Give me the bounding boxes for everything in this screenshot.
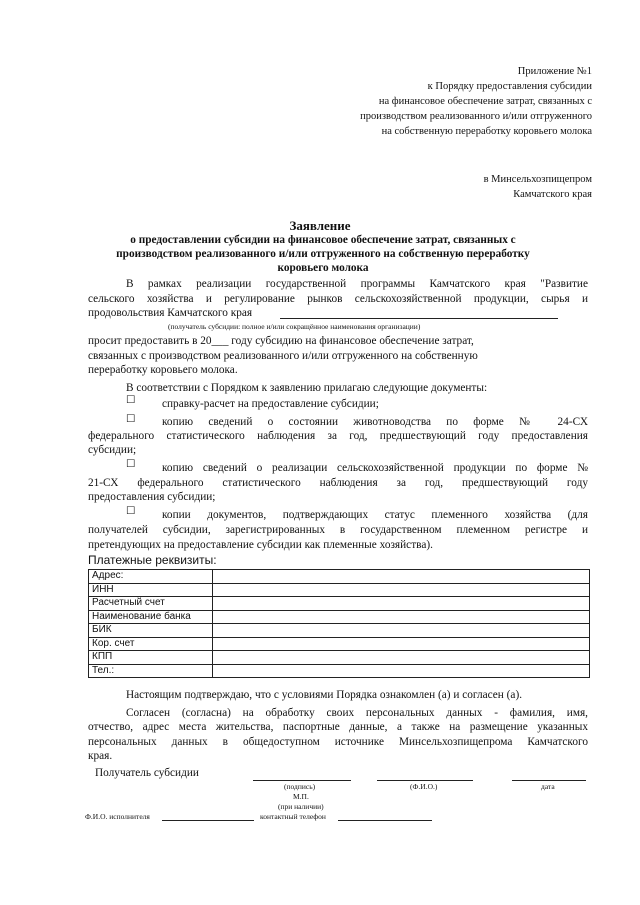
appendix-line: на финансовое обеспечение затрат, связанных с (378, 96, 592, 107)
requisites-table (88, 569, 590, 678)
document-subtitle (88, 233, 558, 275)
recipient-hint: (получатель субсидии: полное и/или сокращённое наименования организации) (168, 322, 421, 331)
date-field[interactable] (512, 780, 586, 781)
checkbox-icon[interactable]: ☐ (126, 506, 136, 517)
addressee-block (484, 172, 592, 202)
signature-hint: (подпись) (284, 782, 316, 791)
intro-line: продовольствия Камчатского края (88, 307, 253, 319)
signature-field[interactable] (253, 780, 351, 781)
appendix-line: к Порядку предоставления субсидии (427, 81, 592, 92)
intro-line: сельского хозяйства и регулирование рынков сельскохозяйственной продукции, сырья и (88, 293, 588, 305)
table-row (89, 597, 590, 611)
requisite-label: Расчетный счет (89, 597, 213, 611)
checkbox-icon[interactable]: ☐ (126, 414, 136, 425)
phone-field[interactable] (338, 820, 432, 821)
doc-item-1: справку-расчет на предоставление субсидии; (162, 398, 379, 410)
recipient-name-field[interactable] (280, 318, 558, 319)
requisite-value[interactable] (213, 583, 590, 597)
doc-item-3-cont: 21-СХ федерального статистического наблюдения за год, предшествующий году (88, 477, 588, 489)
stamp-label: М.П. (293, 792, 309, 801)
subtitle-line: о предоставлении субсидии на финансовое обеспечение затрат, связанных с (130, 234, 516, 246)
table-row (89, 610, 590, 624)
consent-line: Согласен (согласна) на обработку своих персональных данных - фамилия, имя, (126, 707, 588, 719)
subtitle-line: коровьего молока (277, 262, 369, 274)
checkbox-icon[interactable]: ☐ (126, 459, 136, 470)
requisite-label: БИК (89, 624, 213, 638)
doc-item-4-cont: претендующих на предоставление субсидии как племенные хозяйства). (88, 539, 433, 551)
confirmation-text: Настоящим подтверждаю, что с условиями Порядка ознакомлен (а) и согласен (а). (126, 689, 523, 701)
requisite-label: Адрес: (89, 570, 213, 584)
full-name-field[interactable] (377, 780, 473, 781)
table-row (89, 583, 590, 597)
requisite-value[interactable] (213, 624, 590, 638)
doc-item-3-cont: предоставления субсидии; (88, 491, 216, 503)
request-line: переработку коровьего молока. (88, 364, 238, 376)
doc-item-4: копии документов, подтверждающих статус племенного хозяйства (для (162, 509, 588, 521)
requisite-label: Кор. счет (89, 637, 213, 651)
doc-item-2-cont: федерального статистического наблюдения за год, предшествующий году предоставления (88, 430, 588, 442)
requisite-label: Наименование банка (89, 610, 213, 624)
doc-item-2-cont: субсидии; (88, 444, 137, 456)
date-hint: дата (541, 782, 555, 791)
requisite-value[interactable] (213, 664, 590, 678)
consent-line: края. (88, 750, 113, 762)
doc-item-3: копию сведений о реализации сельскохозяйственной продукции по форме № (162, 462, 588, 474)
subtitle-line: производством реализованного и/или отгруженного на собственную переработку (116, 248, 530, 260)
appendix-block (360, 64, 592, 139)
requisite-value[interactable] (213, 651, 590, 665)
checkbox-icon[interactable]: ☐ (126, 395, 136, 406)
table-row (89, 664, 590, 678)
doc-item-2: копию сведений о состоянии животноводства по форме № 24-СХ (162, 416, 588, 428)
recipient-label: Получатель субсидии (95, 767, 199, 779)
requisite-label: ИНН (89, 583, 213, 597)
table-row (89, 624, 590, 638)
requisite-value[interactable] (213, 597, 590, 611)
appendix-line: на собственную переработку коровьего молока (381, 126, 592, 137)
doc-item-4-cont: получателей субсидии, зарегистрированных в государственном племенном регистре и (88, 524, 588, 536)
stamp-hint: (при наличии) (278, 802, 324, 811)
phone-label: контактный телефон (260, 812, 326, 821)
requisite-value[interactable] (213, 637, 590, 651)
requisite-value[interactable] (213, 610, 590, 624)
requisite-value[interactable] (213, 570, 590, 584)
docs-intro: В соответствии с Порядком к заявлению прилагаю следующие документы: (126, 382, 488, 394)
addressee-line: Камчатского края (513, 189, 592, 200)
consent-line: персональных данных в общедоступном источнике Минсельхозпищепрома Камчатского (88, 736, 588, 748)
table-row (89, 570, 590, 584)
addressee-line: в Минсельхозпищепром (483, 174, 592, 185)
consent-line: отчество, адрес места жительства, паспортные данные, а также на размещение указанных (88, 721, 588, 733)
document-title: Заявление (289, 218, 351, 233)
requisites-heading: Платежные реквизиты: (88, 553, 217, 567)
requisite-label: Тел.: (89, 664, 213, 678)
appendix-number: Приложение №1 (517, 66, 592, 77)
table-row (89, 637, 590, 651)
requisite-label: КПП (89, 651, 213, 665)
table-row (89, 651, 590, 665)
executor-name-field[interactable] (162, 820, 254, 821)
appendix-line: производством реализованного и/или отгруженного (360, 111, 592, 122)
name-hint: (Ф.И.О.) (410, 782, 438, 791)
executor-label: Ф.И.О. исполнителя (85, 812, 150, 821)
request-line: связанных с производством реализованного и/или отгруженного на собственную (88, 350, 478, 362)
request-line: просит предоставить в 20___ году субсидию на финансовое обеспечение затрат, (88, 335, 474, 347)
intro-line: В рамках реализации государственной программы Камчатского края "Развитие (126, 278, 588, 290)
